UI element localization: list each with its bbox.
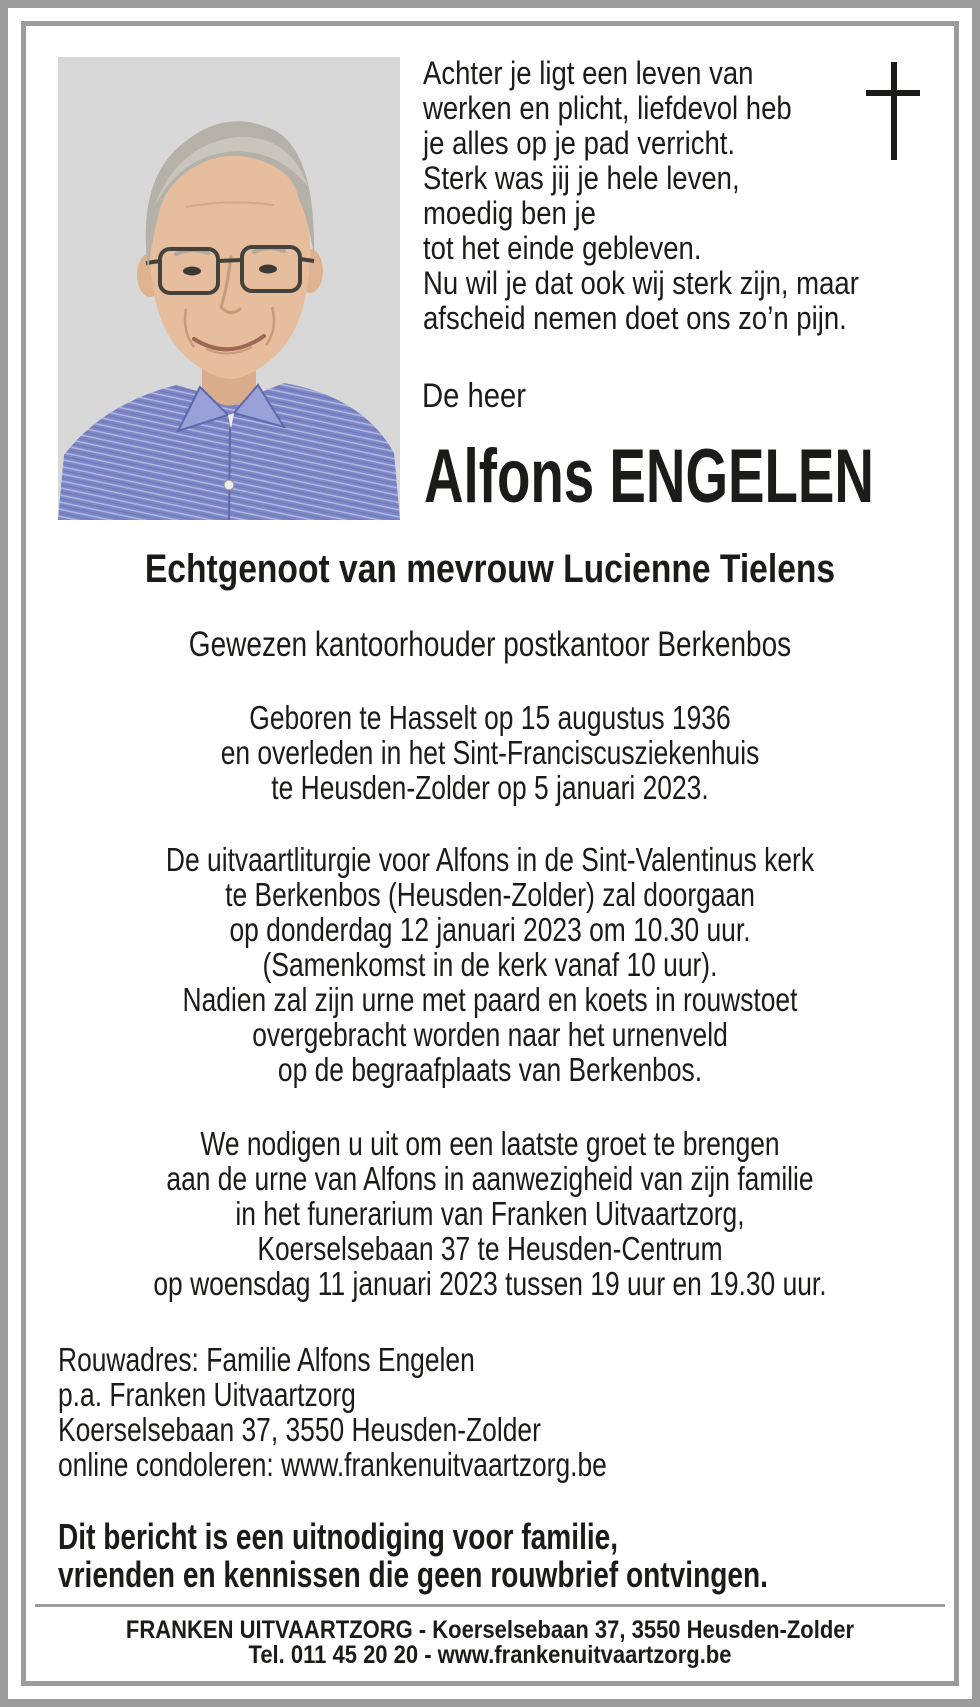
visitation-info-line: Koerselsebaan 37 te Heusden-Centrum bbox=[257, 1230, 723, 1267]
poem-line: werken en plicht, liefdevol heb bbox=[423, 90, 792, 126]
poem-line: moedig ben je bbox=[423, 195, 596, 231]
visitation-info-line: We nodigen u uit om een laatste groet te brengen bbox=[200, 1125, 780, 1162]
funeral-home-footer bbox=[82, 1618, 899, 1668]
poem-line: je alles op je pad verricht. bbox=[423, 125, 736, 161]
poem-line: Nu wil je dat ook wij sterk zijn, maar bbox=[423, 265, 859, 301]
poem-line: tot het einde gebleven. bbox=[423, 230, 702, 266]
mourning-address-line: Koerselsebaan 37, 3550 Heusden-Zolder bbox=[58, 1411, 541, 1448]
mourning-address-line: online condoleren: www.frankenuitvaartzorg.be bbox=[58, 1446, 607, 1483]
visitation-info-line: aan de urne van Alfons in aanwezigheid van zijn familie bbox=[166, 1160, 814, 1197]
poem-line: Sterk was jij je hele leven, bbox=[423, 160, 740, 196]
mourning-address-line: p.a. Franken Uitvaartzorg bbox=[58, 1376, 356, 1413]
portrait-illustration bbox=[58, 57, 400, 520]
opening-poem bbox=[423, 56, 859, 336]
portrait-photo bbox=[58, 57, 400, 520]
life-dates-line: Geboren te Hasselt op 15 augustus 1936 bbox=[249, 699, 731, 736]
life-dates bbox=[119, 700, 861, 805]
cross-vertical-bar bbox=[891, 62, 897, 160]
funeral-info-line: te Berkenbos (Heusden-Zolder) zal doorgaan bbox=[225, 876, 755, 913]
funeral-home-footer-line: Tel. 011 45 20 20 - www.frankenuitvaartzorg.be bbox=[248, 1641, 732, 1669]
life-dates-line: te Heusden-Zolder op 5 januari 2023. bbox=[271, 769, 709, 806]
cross-icon bbox=[865, 62, 922, 160]
mourning-address-line: Rouwadres: Familie Alfons Engelen bbox=[58, 1341, 475, 1378]
visitation-info-line: in het funerarium van Franken Uitvaartzorg, bbox=[235, 1195, 745, 1232]
spouse-line: Echtgenoot van mevrouw Lucienne Tielens bbox=[144, 547, 836, 591]
visitation-info-line: op woensdag 11 januari 2023 tussen 19 uur en 19.30 uur. bbox=[153, 1265, 827, 1302]
invitation-notice-line: vrienden en kennissen die geen rouwbrief ontvingen. bbox=[58, 1554, 768, 1595]
funeral-info-line: op de begraafplaats van Berkenbos. bbox=[277, 1051, 703, 1088]
cross-horizontal-bar bbox=[866, 90, 920, 96]
poem-line: afscheid nemen doet ons zo’n pijn. bbox=[423, 300, 847, 336]
visitation-info bbox=[119, 1126, 861, 1301]
funeral-info-line: Nadien zal zijn urne met paard en koets in rouwstoet bbox=[182, 981, 798, 1018]
funeral-info-line: op donderdag 12 januari 2023 om 10.30 uur. bbox=[229, 911, 751, 948]
funeral-info-line: (Samenkomst in de kerk vanaf 10 uur). bbox=[262, 946, 718, 983]
salutation: De heer bbox=[422, 377, 527, 415]
funeral-info-line: De uitvaartliturgie voor Alfons in de Sint-Valentinus kerk bbox=[165, 841, 815, 878]
invitation-notice bbox=[58, 1518, 768, 1594]
funeral-info bbox=[119, 842, 861, 1087]
former-position: Gewezen kantoorhouder postkantoor Berkenbos bbox=[188, 625, 792, 664]
life-dates-line: en overleden in het Sint-Franciscusziekenhuis bbox=[220, 734, 760, 771]
mourning-address bbox=[58, 1342, 607, 1482]
invitation-notice-line: Dit bericht is een uitnodiging voor familie, bbox=[58, 1516, 619, 1557]
funeral-home-footer-line: FRANKEN UITVAARTZORG - Koerselsebaan 37, 3550 Heusden-Zolder bbox=[125, 1616, 855, 1644]
poem-line: Achter je ligt een leven van bbox=[423, 55, 754, 91]
footer-divider bbox=[35, 1604, 945, 1607]
deceased-name: Alfons ENGELEN bbox=[424, 434, 874, 519]
funeral-info-line: overgebracht worden naar het urnenveld bbox=[252, 1016, 728, 1053]
